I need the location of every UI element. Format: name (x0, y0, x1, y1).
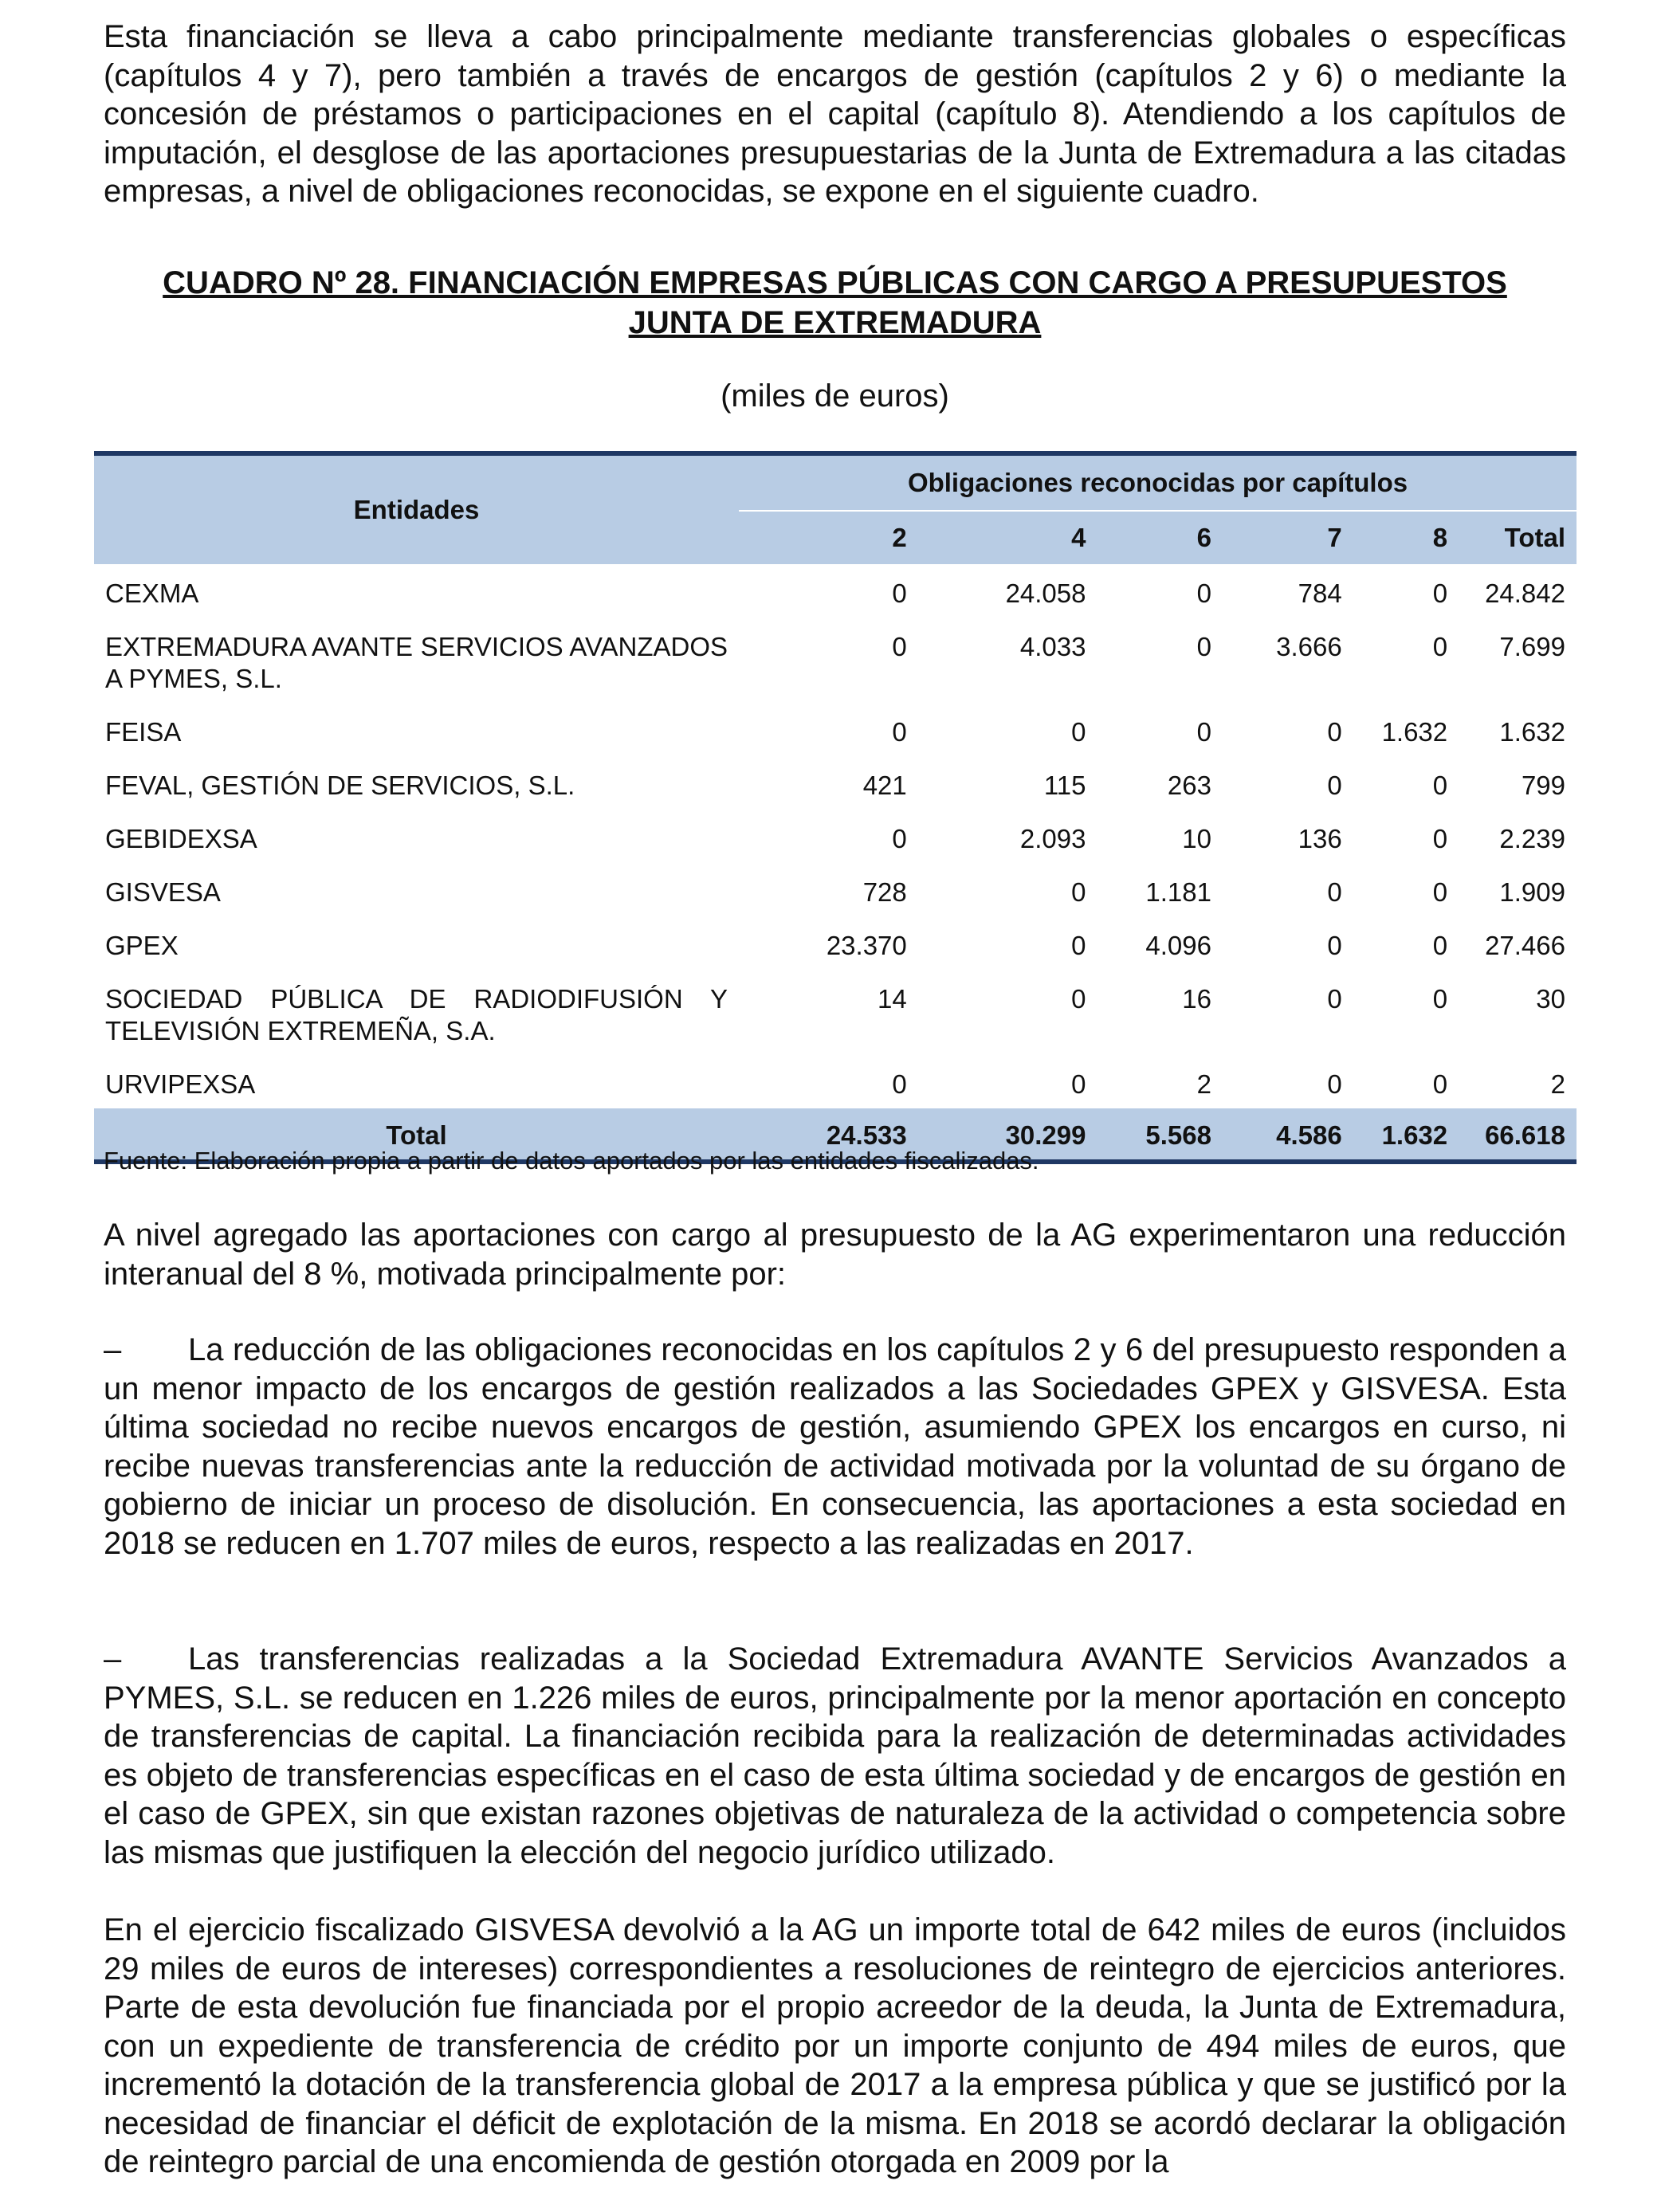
cell-value: 16 (1182, 984, 1211, 1014)
cell-value: 0 (1071, 717, 1086, 747)
dash-bullet-icon: – (104, 1641, 122, 1677)
cell-value: 1.632 (1499, 717, 1565, 747)
cell-value: 1.909 (1499, 877, 1565, 907)
cell-value: 421 (862, 771, 907, 800)
cell-value: 799 (1521, 771, 1565, 800)
entity-name: EXTREMADURA AVANTE SERVICIOS AVANZADOS A PYMES, S.L. (105, 632, 728, 693)
gisvesa-paragraph: En el ejercicio fiscalizado GISVESA devolvió a la AG un importe total de 642 miles de euros (incluidos 29 miles de euros de intereses) correspondientes a resoluciones de reintegro de ejercicios anteriores. Parte de esta devolución fue financiada por el propio acreedor de la deuda, la Junta de Extremadura, con un expediente de transferencia de crédito por un importe conjunto de 494 miles de euros, que incrementó la dotación de la transferencia global de 2017 a la empresa pública y que se justificó por la necesidad de financiar el déficit de explotación de la misma. En 2018 se acordó declarar la obligación de reintegro parcial de una encomienda de gestión otorgada en 2009 por la (104, 1912, 1566, 2179)
cell-value: 4.096 (1145, 931, 1211, 960)
entity-name: GPEX (105, 931, 179, 960)
cell-value: 1.632 (1381, 717, 1448, 747)
cell-value: 0 (1071, 984, 1086, 1014)
table-row (94, 564, 1577, 618)
dash-bullet-icon: – (104, 1332, 122, 1367)
table-title (104, 263, 1566, 343)
entity-name: GEBIDEXSA (105, 824, 257, 853)
table-header-row (94, 453, 1577, 511)
cell-value: 2.239 (1499, 824, 1565, 853)
entity-name: FEVAL, GESTIÓN DE SERVICIOS, S.L. (105, 771, 575, 800)
total-label: Total (94, 1108, 739, 1162)
bullet-text-2: Las transferencias realizadas a la Sociedad Extremadura AVANTE Servicios Avanzados a PYMES, S.L. se reducen en 1.226 miles de euros, principalmente por la menor aportación en concepto de transferencias de capital. La financiación recibida para la realización de determinadas actividades es objeto de transferencias específicas en el caso de esta última sociedad y de encargos de gestión en el caso de GPEX, sin que existan razones objetivas de naturaleza de la actividad o competencia sobre las mismas que justifiquen la elección del negocio jurídico utilizado. (104, 1641, 1566, 1870)
entity-name: GISVESA (105, 877, 221, 907)
cell-value: 0 (1327, 717, 1342, 747)
cell-value: 0 (1071, 1069, 1086, 1099)
cell-value: 14 (878, 984, 907, 1014)
cell-value: 4.033 (1019, 632, 1086, 661)
cell-value: 0 (1071, 931, 1086, 960)
cell-value: 0 (1327, 931, 1342, 960)
cell-value: 2 (1196, 1069, 1211, 1099)
cell-value: 0 (1432, 771, 1448, 800)
header-col-6: 6 (1097, 511, 1223, 564)
cell-value: 2 (1550, 1069, 1565, 1099)
cell-value: 136 (1298, 824, 1342, 853)
table-title-line2: JUNTA DE EXTREMADURA (628, 305, 1042, 340)
table-row (94, 916, 1577, 970)
table-row (94, 863, 1577, 916)
cell-value: 0 (1071, 877, 1086, 907)
cell-value: 0 (1327, 984, 1342, 1014)
cell-value: 0 (1196, 717, 1211, 747)
cell-value: 1.181 (1145, 877, 1211, 907)
cell-value: 0 (1196, 578, 1211, 608)
cell-value: 0 (1432, 578, 1448, 608)
cell-value: 30 (1536, 984, 1565, 1014)
cell-value: 0 (1327, 771, 1342, 800)
table-title-line1: CUADRO Nº 28. FINANCIACIÓN EMPRESAS PÚBLICAS CON CARGO A PRESUPUESTOS (163, 265, 1507, 300)
cell-value: 0 (892, 717, 907, 747)
cell-value: 24.842 (1485, 578, 1565, 608)
bullet-paragraph-2 (104, 1640, 1566, 1872)
cell-value: 728 (862, 877, 907, 907)
entity-name: URVIPEXSA (105, 1069, 256, 1099)
total-value: 30.299 (918, 1108, 1097, 1162)
table-row (94, 970, 1577, 1055)
cell-value: 115 (1043, 771, 1086, 800)
total-value: 1.632 (1353, 1108, 1459, 1162)
bullet-paragraph-1 (104, 1331, 1566, 1563)
header-col-8: 8 (1353, 511, 1459, 564)
header-entity: Entidades (94, 453, 739, 564)
cell-value: 10 (1182, 824, 1211, 853)
total-value: 66.618 (1459, 1108, 1577, 1162)
cell-value: 3.666 (1276, 632, 1342, 661)
cell-value: 0 (892, 578, 907, 608)
cell-value: 24.058 (1005, 578, 1086, 608)
cell-value: 263 (1167, 771, 1211, 800)
aggregate-paragraph: A nivel agregado las aportaciones con cargo al presupuesto de la AG experimentaron una reducción interanual del 8 %, motivada principalmente por: (104, 1218, 1566, 1292)
entity-name: CEXMA (105, 578, 199, 608)
cell-value: 7.699 (1499, 632, 1565, 661)
cell-value: 0 (1327, 877, 1342, 907)
header-col-4: 4 (918, 511, 1097, 564)
total-value: 5.568 (1097, 1108, 1223, 1162)
cell-value: 2.093 (1019, 824, 1086, 853)
table-row (94, 703, 1577, 756)
table-row (94, 618, 1577, 703)
cell-value: 0 (1432, 984, 1448, 1014)
cell-value: 0 (1327, 1069, 1342, 1099)
cell-value: 784 (1298, 578, 1342, 608)
cell-value: 0 (1432, 931, 1448, 960)
entity-name: SOCIEDAD PÚBLICA DE RADIODIFUSIÓN Y TELEVISIÓN EXTREMEÑA, S.A. (105, 984, 728, 1045)
table-unit: (miles de euros) (721, 378, 949, 414)
cell-value: 0 (1196, 632, 1211, 661)
total-value: 24.533 (739, 1108, 918, 1162)
intro-paragraph: Esta financiación se lleva a cabo principalmente mediante transferencias globales o específicas (capítulos 4 y 7), pero también a través de encargos de gestión (capítulos 2 y 6) o mediante la concesión de préstamos o participaciones en el capital (capítulo 8). Atendiendo a los capítulos de imputación, el desglose de las aportaciones presupuestarias de la Junta de Extremadura a las citadas empresas, a nivel de obligaciones reconocidas, se expone en el siguiente cuadro. (104, 19, 1566, 209)
cell-value: 23.370 (826, 931, 907, 960)
cell-value: 0 (892, 632, 907, 661)
header-col-7: 7 (1223, 511, 1353, 564)
table-row (94, 756, 1577, 810)
cell-value: 0 (892, 1069, 907, 1099)
total-value: 4.586 (1223, 1108, 1353, 1162)
bullet-text-1: La reducción de las obligaciones reconocidas en los capítulos 2 y 6 del presupuesto responden a un menor impacto de los encargos de gestión realizados a las Sociedades GPEX y GISVESA. Esta última sociedad no recibe nuevos encargos de gestión, asumiendo GPEX los encargos en curso, ni recibe nuevas transferencias ante la reducción de actividad motivada por la voluntad de su órgano de gobierno de iniciar un proceso de disolución. En consecuencia, las aportaciones a esta sociedad en 2018 se reducen en 1.707 miles de euros, respecto a las realizadas en 2017. (104, 1332, 1566, 1561)
financing-table (94, 451, 1577, 1164)
entity-name: FEISA (105, 717, 182, 747)
cell-value: 0 (1432, 877, 1448, 907)
cell-value: 0 (1432, 632, 1448, 661)
header-group: Obligaciones reconocidas por capítulos (739, 453, 1577, 511)
header-col-total: Total (1459, 511, 1577, 564)
table-row (94, 1055, 1577, 1108)
table-row (94, 810, 1577, 863)
header-col-2: 2 (739, 511, 918, 564)
cell-value: 27.466 (1485, 931, 1565, 960)
cell-value: 0 (1432, 1069, 1448, 1099)
cell-value: 0 (892, 824, 907, 853)
cell-value: 0 (1432, 824, 1448, 853)
table-source-note: Fuente: Elaboración propia a partir de datos aportados por las entidades fiscalizadas. (104, 1147, 1039, 1175)
